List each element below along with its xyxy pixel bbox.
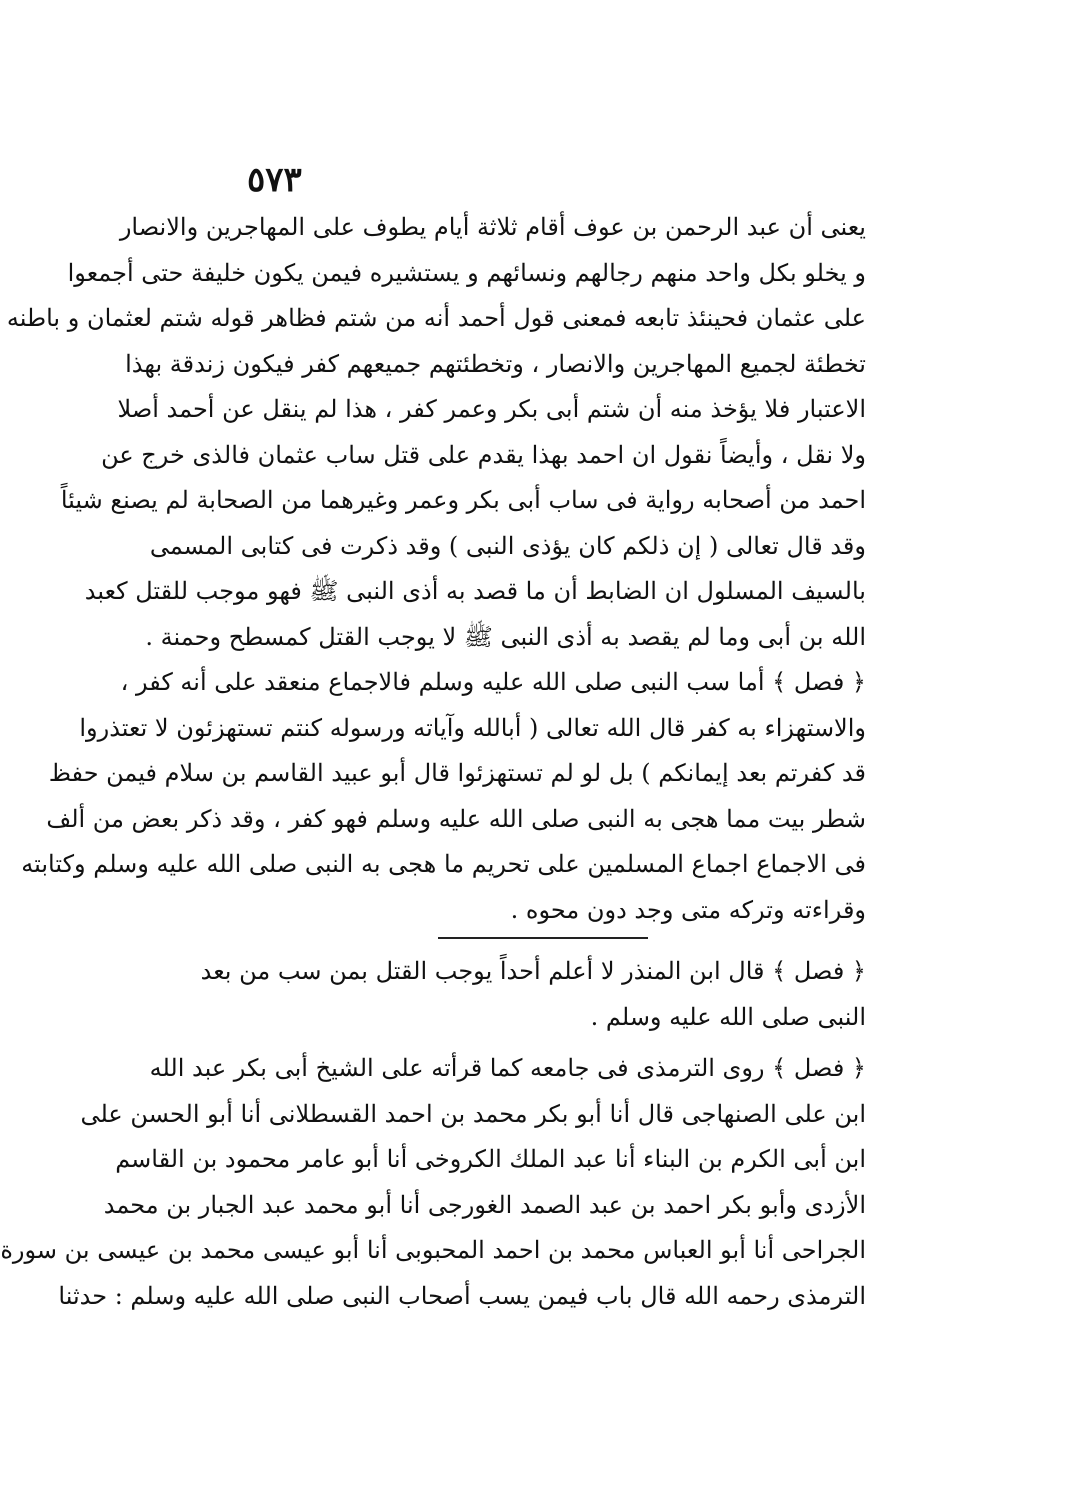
text-line: ابن أبى الكرم بن البناء أنا عبد الملك الكروخى أنا أبو عامر محمود بن القاسم <box>115 1145 866 1173</box>
text-line: الاعتبار فلا يؤخذ منه أن شتم أبى بكر وعمر كفر ، هذا لم ينقل عن أحمد أصلا <box>117 395 866 423</box>
text-line: قد كفرتم بعد إيمانكم ) بل لو لم تستهزئوا قال أبو عبيد القاسم بن سلام فيمن حفظ <box>48 759 866 787</box>
section-fasl-ibn-al-mundhir <box>200 949 866 1040</box>
text-line: الله بن أبى وما لم يقصد به أذى النبى ﷺ لا يوجب القتل كمسطح وحمنة . <box>145 622 866 651</box>
text-line: وقد قال تعالى ( إن ذلكم كان يؤذى النبى ) وقد ذكرت فى كتابى المسمى <box>149 531 866 560</box>
paragraph-continued <box>6 205 866 660</box>
text-line: وقراءته وتركه متى وجد دون محوه . <box>510 895 866 924</box>
text-line: احمد من أصحابه رواية فى ساب أبى بكر وعمر وغيرهما من الصحابة لم يصنع شيئاً <box>60 486 866 514</box>
section-fasl-tirmidhi <box>0 1046 866 1319</box>
text-line: ﴿ فصل ﴾ أما سب النبى صلى الله عليه وسلم فالاجماع منعقد على أنه كفر ، <box>120 668 866 696</box>
section-fasl-sabb-nabi <box>21 660 866 933</box>
text-line: يعنى أن عبد الرحمن بن عوف أقام ثلاثة أيام يطوف على المهاجرين والانصار <box>119 213 866 241</box>
text-line: ولا نقل ، وأيضاً نقول ان احمد بهذا يقدم على قتل ساب عثمان فالذى خرج عن <box>101 440 866 469</box>
text-line: الأزدى وأبو بكر احمد بن عبد الصمد الغورجى أنا أبو محمد عبد الجبار بن محمد <box>103 1190 866 1219</box>
page-number: ٥٧٣ <box>247 160 302 200</box>
text-line: ﴿ فصل ﴾ قال ابن المنذر لا أعلم أحداً يوجب القتل بمن سب من بعد <box>200 957 866 985</box>
text-line: شطر بيت مما هجى به النبى صلى الله عليه وسلم فهو كفر ، وقد ذكر بعض من ألف <box>46 804 866 833</box>
text-line: ابن على الصنهاجى قال أنا أبو بكر محمد بن احمد القسطلانى أنا أبو الحسن على <box>80 1099 866 1128</box>
text-line: و يخلو بكل واحد منهم رجالهم ونسائهم و يستشيره فيمن يكون خليفة حتى أجمعوا <box>67 258 866 287</box>
text-line: بالسيف المسلول ان الضابط أن ما قصد به أذى النبى ﷺ فهو موجب للقتل كعبد <box>84 577 866 605</box>
page-body <box>0 205 866 1319</box>
text-line: فى الاجماع اجماع المسلمين على تحريم ما هجى به النبى صلى الله عليه وسلم وكتابته <box>21 850 866 878</box>
text-line: النبى صلى الله عليه وسلم . <box>590 1002 866 1031</box>
text-line: الجراحى أنا أبو العباس محمد بن احمد المحبوبى أنا أبو عيسى محمد بن عيسى بن سورة <box>0 1236 866 1264</box>
text-line: والاستهزاء به كفر قال الله تعالى ( أبالله وآياته ورسوله كنتم تستهزئون لا تعتذروا <box>79 713 866 742</box>
text-line: تخطئة لجميع المهاجرين والانصار ، وتخطئتهم جميعهم كفر فيكون زندقة بهذا <box>125 349 866 378</box>
text-line: ﴿ فصل ﴾ روى الترمذى فى جامعه كما قرأته على الشيخ أبى بكر عبد الله <box>149 1054 866 1082</box>
text-line: على عثمان فحينئذ تابعه فمعنى قول أحمد أنه من شتم فظاهر قوله شتم لعثمان و باطنه <box>6 304 866 332</box>
text-line: الترمذى رحمه الله قال باب فيمن يسب أصحاب النبى صلى الله عليه وسلم : حدثنا <box>58 1281 866 1310</box>
section-divider <box>438 937 648 939</box>
